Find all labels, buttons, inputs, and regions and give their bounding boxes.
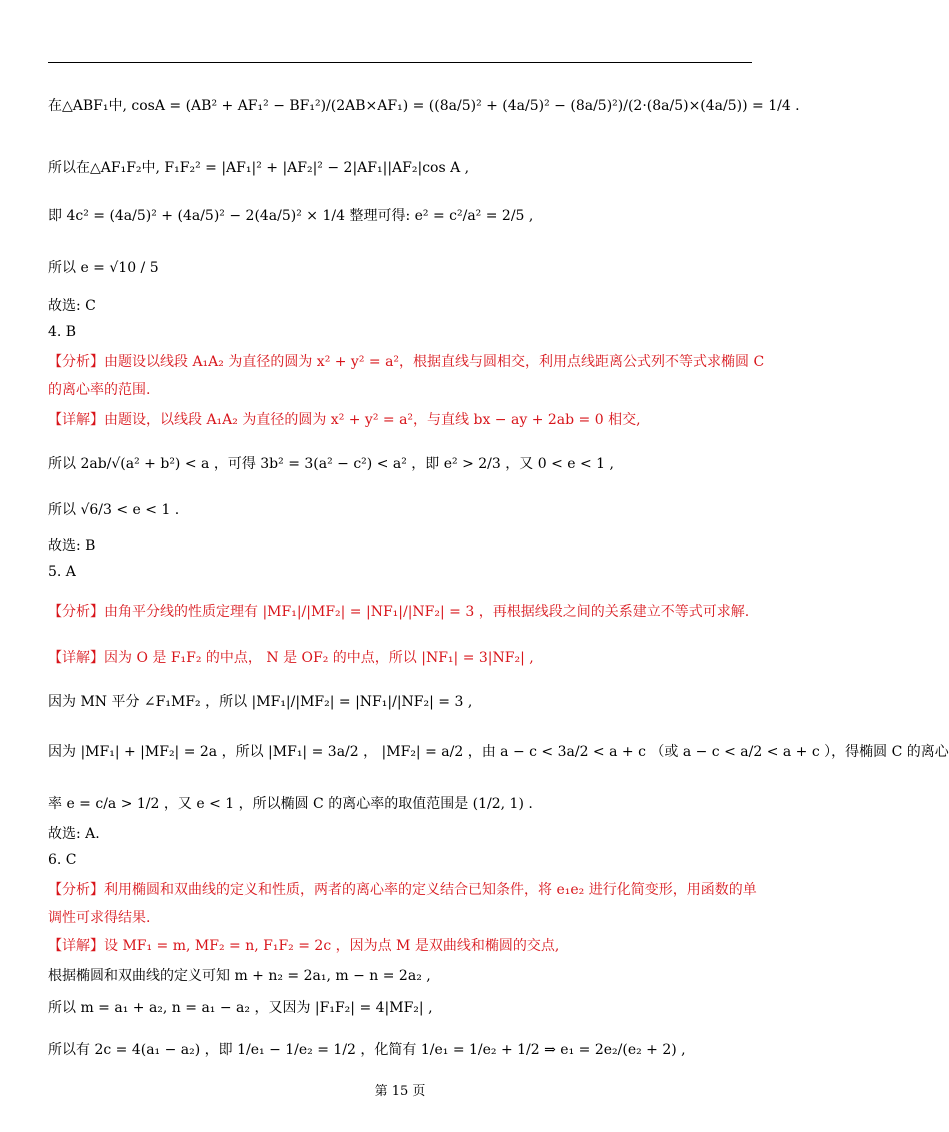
q6-detail-line-2: 根据椭圆和双曲线的定义可知 m + n₂ = 2a₁, m − n = 2a₂ , <box>48 968 431 984</box>
q4-detail-line-1: 【详解】由题设，以线段 A₁A₂ 为直径的圆为 x² + y² = a²，与直线 bx − ay + 2ab = 0 相交, <box>48 412 641 428</box>
q5-heading: 5. A <box>48 564 76 580</box>
q6-analysis-line-2: 调性可求得结果. <box>48 910 151 926</box>
q3-line-4: 所以 e = √10 / 5 <box>48 260 159 276</box>
q3-answer: 故选: C <box>48 298 96 314</box>
q3-line-3: 即 4c² = (4a/5)² + (4a/5)² − 2(4a/5)² × 1/4 整理可得: e² = c²/a² = 2/5 , <box>48 208 534 224</box>
q6-detail-line-3: 所以 m = a₁ + a₂, n = a₁ − a₂ ，又因为 |F₁F₂| = 4|MF₂| , <box>48 1000 433 1016</box>
q5-analysis: 【分析】由角平分线的性质定理有 |MF₁|/|MF₂| = |NF₁|/|NF₂| = 3 ，再根据线段之间的关系建立不等式可求解. <box>48 604 750 620</box>
q3-line-1: 在△ABF₁中, cosA = (AB² + AF₁² − BF₁²)/(2AB×AF₁) = ((8a/5)² + (4a/5)² − (8a/5)²)/(2·(8a/5)×(4a/5)) = 1/4 . <box>48 98 800 114</box>
q6-detail-line-4: 所以有 2c = 4(a₁ − a₂) ，即 1/e₁ − 1/e₂ = 1/2 ，化简有 1/e₁ = 1/e₂ + 1/2 ⇒ e₁ = 2e₂/(e₂ + 2) , <box>48 1042 686 1058</box>
header-rule <box>48 62 752 63</box>
q4-answer: 故选: B <box>48 538 96 554</box>
q4-analysis-line-1: 【分析】由题设以线段 A₁A₂ 为直径的圆为 x² + y² = a²，根据直线与圆相交，利用点线距离公式列不等式求椭圆 C <box>48 354 765 370</box>
q6-analysis-line-1: 【分析】利用椭圆和双曲线的定义和性质，两者的离心率的定义结合已知条件，将 e₁e₂ 进行化简变形，用函数的单 <box>48 882 757 898</box>
q4-detail-line-3: 所以 √6/3 < e < 1 . <box>48 502 180 518</box>
q4-analysis-line-2: 的离心率的范围. <box>48 382 151 398</box>
q4-heading: 4. B <box>48 324 77 340</box>
page-number: 第 15 页 <box>374 1084 426 1099</box>
q3-line-2: 所以在△AF₁F₂中, F₁F₂² = |AF₁|² + |AF₂|² − 2|AF₁||AF₂|cos A , <box>48 160 470 176</box>
q5-detail-line-2: 因为 MN 平分 ∠F₁MF₂ ，所以 |MF₁|/|MF₂| = |NF₁|/|NF₂| = 3 , <box>48 694 473 710</box>
q6-detail-line-1: 【详解】设 MF₁ = m, MF₂ = n, F₁F₂ = 2c ，因为点 M 是双曲线和椭圆的交点, <box>48 938 560 954</box>
q5-detail-line-4: 率 e = c/a > 1/2 ，又 e < 1 ，所以椭圆 C 的离心率的取值范围是 (1/2, 1) . <box>48 796 533 812</box>
q5-answer: 故选: A. <box>48 826 100 842</box>
q5-detail-line-3: 因为 |MF₁| + |MF₂| = 2a ，所以 |MF₁| = 3a/2 ， |MF₂| = a/2 ，由 a − c < 3a/2 < a + c （或 a − c < a/2 < a + c ），得椭圆 C 的离心 <box>48 744 949 760</box>
q6-heading: 6. C <box>48 852 77 868</box>
q4-detail-line-2: 所以 2ab/√(a² + b²) < a ，可得 3b² = 3(a² − c²) < a² ，即 e² > 2/3 ，又 0 < e < 1 , <box>48 456 614 472</box>
q5-detail-line-1: 【详解】因为 O 是 F₁F₂ 的中点， N 是 OF₂ 的中点，所以 |NF₁| = 3|NF₂| , <box>48 650 534 666</box>
